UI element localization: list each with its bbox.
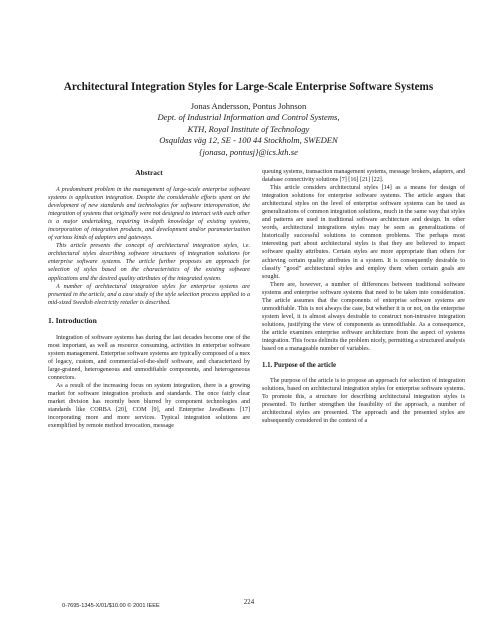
intro-continuation: queuing systems, transaction management systems, message brokers, adapters, and database connectivity solutions [7] [16] [21] [22].: [262, 169, 465, 184]
copyright-notice: 0-7695-1345-X/01/$10.00 © 2001 IEEE: [62, 603, 160, 609]
abstract-paragraph: A number of architectural integration styles for enterprise systems are presented in the article, and a case study of the style selection process applied to a mid-sized Swedish electricity retailer is described.: [48, 283, 250, 306]
intro-paragraph: This article considers architectural styles [14] as a means for design of integration solutions for enterprise software systems. The article argues that architectural styles on the level of enterprise software systems can be used as generalizations of common integration solutions, much in the same way that styles and patterns are used in traditional software architecture and design. In other words, architectural integrations styles may be seen as generalizations of historically successful solutions to common problems. The perhaps most interesting part about architectural styles is that they are believed to impact software quality attributes. Certain styles are more appropriate than others for achieving certain quality attributes in a system. It is consequently desirable to classify "good" architectural styles and employ them when certain goals are sought.: [262, 185, 465, 280]
left-column: [48, 168, 250, 430]
abstract-body: [48, 186, 250, 307]
section-heading-introduction: 1. Introduction: [48, 315, 97, 325]
right-column: [262, 168, 465, 425]
abstract-paragraph: This article presents the concept of architectural integration styles, i.e. architectural styles describing software structures of integration solutions for enterprise software systems. The article further proposes an approach for selection of styles based on the characteristics of the existing software applications and the desired quality attributes of the integrated system.: [48, 243, 250, 282]
author-address: Osquldas väg 12, SE - 100 44 Stockholm, SWEDEN: [159, 135, 338, 146]
author-institution: KTH, Royal Institute of Technology: [187, 123, 310, 134]
abstract-paragraph: A predominant problem in the management of large-scale enterprise software systems is application integration. Despite the considerable efforts spent on the development of new standards and technologies for software interoperation, the integration of systems that originally were not designed to interact with each other is a major undertaking, requiring in-depth knowledge of existing systems, incorporation of integration products, and development and/or parameterization of various kinds of adapters and gateways.: [48, 187, 250, 242]
intro-paragraph: There are, however, a number of differences between traditional software systems and enterprise software systems that need to be taken into consideration. The article assumes that the components of enterprise software systems are unmodifiable. This is not always the case, but whether it is or not, on the enterprise system level, it is almost always desirable to construct non-intrusive integration solutions, justifying the view of components as unmodifiable. As a consequence, the article examines enterprise software architecture from the aspect of systems integration. This focus delimits the problem nicely, permitting a structured analysis based on a manageable number of variables.: [262, 281, 465, 353]
author-department: Dept. of Industrial Information and Control Systems,: [157, 112, 340, 123]
intro-paragraph: As a result of the increasing focus on system integration, there is a growing market for software integration products and standards. The once fairly clear market division has recently been blurred by component technologies and standards like CORBA [20], COM [9], and Enterprise JavaBeans [17] incorporating more and more services. Typical integration solutions are exemplified by remote method invocation, message: [48, 382, 250, 430]
page-number: 224: [243, 599, 255, 606]
author-names: Jonas Andersson, Pontus Johnson: [190, 101, 307, 111]
abstract-heading: Abstract: [135, 168, 163, 177]
intro-paragraph: Integration of software systems has during the last decades become one of the most important, as well as resource consuming, activities in enterprise software system management. Enterprise software systems are typically composed of a mex of legacy, custom, and commercial-of-the-shelf software, and characterized by large-grained, heterogeneous and unmodifiable components, and heterogeneous connectors.: [48, 334, 250, 381]
author-block: [100, 101, 397, 158]
paper-title: Architectural Integration Styles for Large-Scale Enterprise Software Systems: [63, 81, 434, 93]
subsection-heading-purpose: 1.1. Purpose of the article: [262, 362, 336, 370]
purpose-paragraph: The purpose of the article is to propose an approach for selection of integration solutions, based on architectural integration styles for enterprise software systems. To promote this, a structure for describing architectural integration styles is presented. To further strengthen the feasibility of the approach, a number of architectural styles are presented. The approach and the presented styles are subsequently considered in the context of a: [262, 378, 465, 425]
author-email: {jonasa, pontusj}@ics.kth.se: [199, 146, 298, 157]
